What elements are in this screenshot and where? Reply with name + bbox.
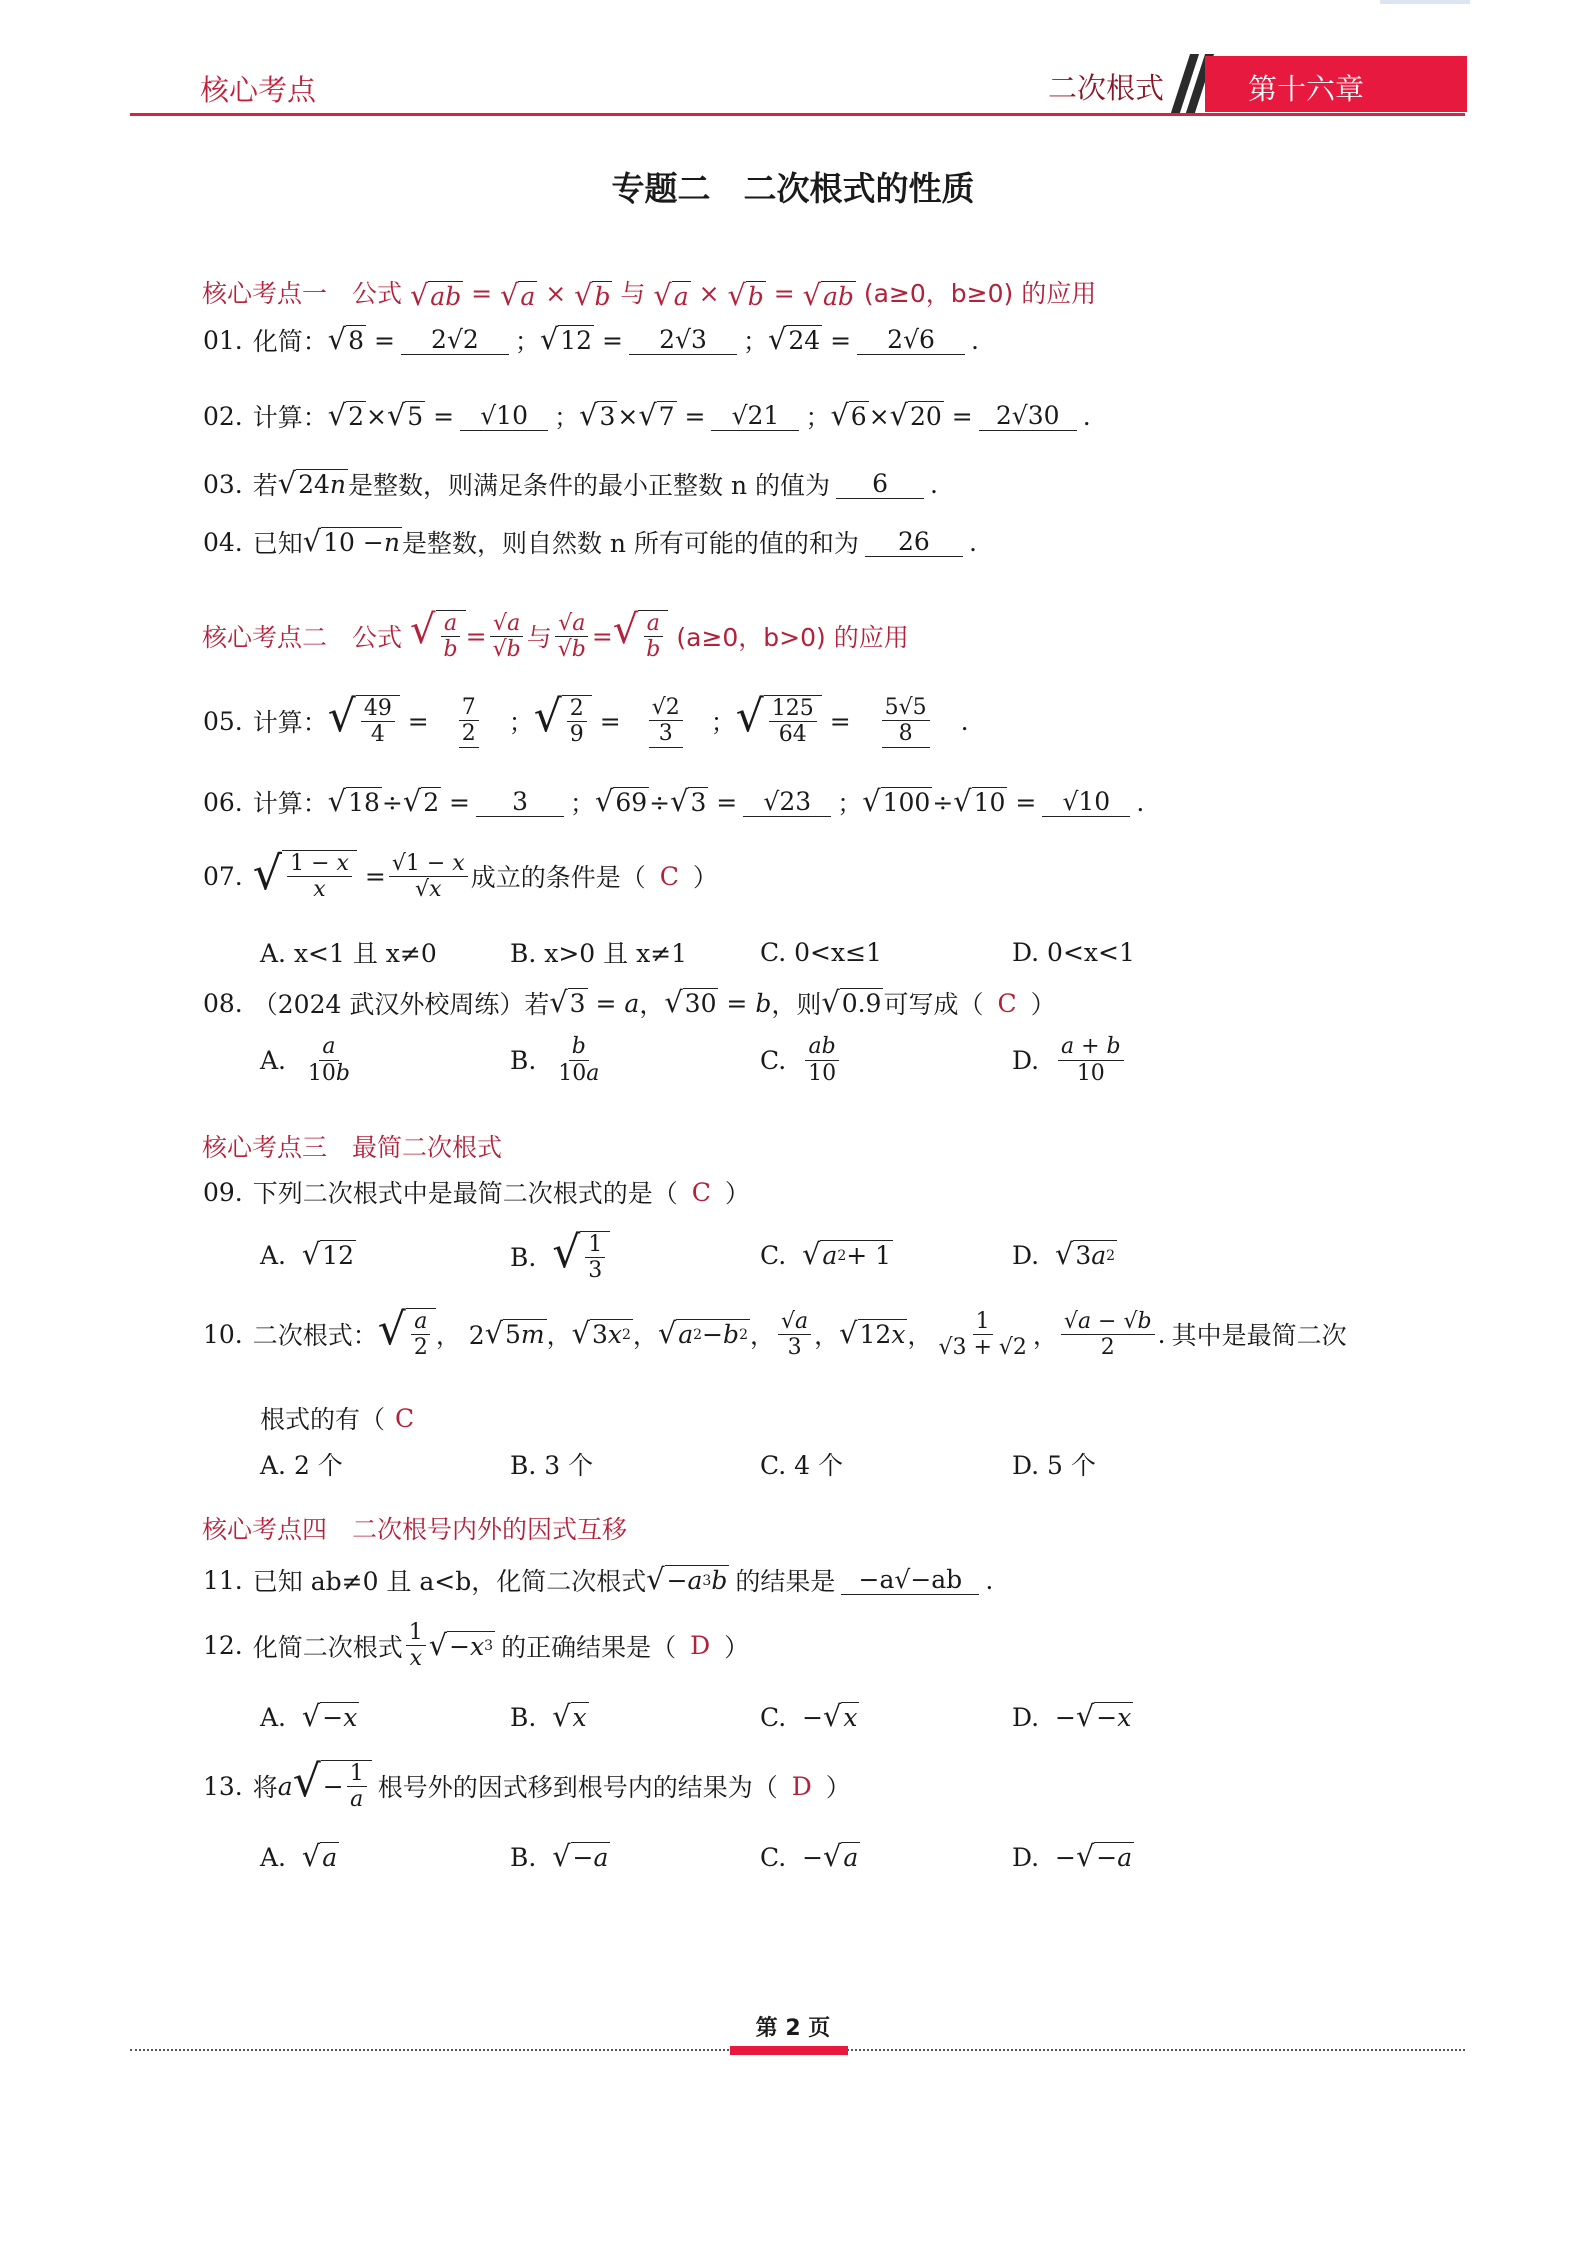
question-03: 03. 若 √ 24 n 是整数，则满足条件的最小正整数 n 的值为 6 . <box>203 466 938 500</box>
question-bracket: ） <box>825 1773 851 1803</box>
question-text: 其中是最简二次 <box>1171 1321 1347 1351</box>
answer-blank: 2√3 <box>629 325 737 355</box>
answer-blank: 2√2 <box>401 325 509 355</box>
question-06: 06. 计算： √ 18 ÷ √ 2 = 3 ； √ 69 ÷ √ 3 = √23 ； √ 100 ÷ √ 10 = √10 . <box>203 784 1145 818</box>
option-d: D. − √ − x <box>1012 1699 1132 1733</box>
option-a: A. x<1 且 x≠0 <box>260 939 437 968</box>
option-b: B. √ $\frac{1}{3}$ <box>510 1231 610 1284</box>
answer-blank: −a√−ab <box>841 1565 979 1595</box>
section-1-heading: 核心考点一 公式 √ ab = √ a × √ b 与 √ a × √ b = √ ab (a≥0，b≥0) 的应用 <box>202 277 1097 312</box>
option-c: C. − √ x <box>760 1699 858 1733</box>
question-number: 07. <box>203 861 243 891</box>
option-d: D. 0<x<1 <box>1012 937 1135 967</box>
question-text: 是整数，则满足条件的最小正整数 n 的值为 <box>348 471 831 500</box>
question-bracket: ） <box>692 863 718 893</box>
section-1-label: 核心考点一 公式 <box>202 279 403 308</box>
question-04: 04. 已知 √ 10 − n 是整数，则自然数 n 所有可能的值的和为 26 . <box>203 524 977 558</box>
question-10-options <box>260 1447 1360 1481</box>
option-b: B. x>0 且 x≠1 <box>510 939 688 968</box>
section-2-condition: (a≥0，b>0) 的应用 <box>676 623 909 653</box>
option-a: A. √ 12 <box>260 1237 355 1271</box>
question-10-line-2 <box>260 1400 424 1436</box>
question-number: 08. <box>203 988 243 1018</box>
question-number: 06. <box>203 787 243 817</box>
answer-choice: D <box>791 1771 812 1801</box>
option-b: B. 3 个 <box>510 1451 594 1480</box>
question-10: 10. 二次根式： √ $\frac{a}{2}$ ， 2 √ 5 m ， √ 3 x 2 ， √ a 2 − b 2 ， $\frac{√a}{3}$ ， √ 12 x ， $\frac{1}{√3 + √2}$ ， $\frac{√a - √b}{2}$ . 其中是最简二次 <box>203 1304 1347 1361</box>
option-a: A. √ a <box>260 1839 338 1873</box>
section-2-label: 核心考点二 公式 <box>202 623 403 653</box>
answer-blank: 26 <box>865 527 963 557</box>
question-text: 若 <box>252 471 278 500</box>
answer-choice: D <box>690 1631 711 1661</box>
question-08: 08. （2024 武汉外校周练）若 √ 3 = a ， √ 30 = b ，则 √ 0.9 可写成（ C ） <box>203 985 1056 1019</box>
question-text: 是整数，则自然数 n 所有可能的值的和为 <box>401 529 859 558</box>
question-12-options <box>260 1700 1360 1734</box>
section-3-heading: 核心考点三 最简二次根式 <box>202 1133 503 1162</box>
answer-blank: √10 <box>460 401 548 431</box>
option-b: B. $\frac{b}{10a}$ <box>510 1034 600 1086</box>
question-13-options <box>260 1840 1360 1874</box>
option-b: B. √ − a <box>510 1839 609 1873</box>
question-text: 已知 ab≠0 且 a<b，化简二次根式 <box>252 1567 647 1596</box>
answer-blank: √21 <box>711 401 799 431</box>
question-08-options <box>260 1030 1360 1090</box>
question-09-options <box>260 1222 1360 1292</box>
question-number: 09. <box>203 1177 243 1207</box>
answer-choice: C <box>691 1177 711 1207</box>
scan-mark <box>1380 0 1470 4</box>
question-number: 02. <box>203 401 243 431</box>
answer-blank: 3 <box>476 787 564 817</box>
option-b: B. √ x <box>510 1699 587 1733</box>
question-05: 05. 计算： √ $\frac{49}{4}$ = $\frac{7}{2}$ ； √ $\frac{2}{9}$ = $\frac{√2}{3}$ ； √ $\frac{125}{64}$ = $\frac{5√5}{8}$ . <box>203 691 969 748</box>
option-d: D. − √ − a <box>1012 1839 1133 1873</box>
question-number: 01. <box>203 325 243 355</box>
question-text: 下列二次根式中是最简二次根式的是（ <box>252 1179 678 1208</box>
answer-choice: C <box>997 988 1017 1018</box>
option-a: A. √ − x <box>260 1699 358 1733</box>
question-bracket: ） <box>724 1632 750 1662</box>
option-d: D. 5 个 <box>1012 1451 1096 1480</box>
question-text: 成立的条件是（ <box>470 863 646 893</box>
question-text: 可写成（ <box>883 990 984 1019</box>
question-text: 已知 <box>252 529 303 558</box>
question-07: 07. √ $\frac{1 - x}{x}$ = $\frac{√1 - x}{√x}$ 成立的条件是（ C ） <box>203 846 718 903</box>
page-title: 专题二 二次根式的性质 <box>611 169 975 208</box>
option-c: C. 4 个 <box>760 1451 843 1480</box>
question-text: 的结果是 <box>735 1567 836 1596</box>
question-label: 计算： <box>252 403 328 432</box>
footer-accent-bar <box>730 2046 848 2055</box>
question-number: 12. <box>203 1631 243 1661</box>
option-c: C. $\frac{ab}{10}$ <box>760 1034 842 1086</box>
header-chapter-topic: 二次根式 <box>1048 71 1165 105</box>
section-1-condition: (a≥0，b≥0) 的应用 <box>863 279 1097 308</box>
question-number: 04. <box>203 527 243 557</box>
answer-blank: 2√6 <box>857 325 965 355</box>
question-number: 11. <box>203 1565 243 1595</box>
answer-blank: 2√30 <box>979 401 1077 431</box>
header-rule <box>130 113 1465 116</box>
question-number: 05. <box>203 706 243 736</box>
question-text: 的正确结果是（ <box>501 1632 677 1662</box>
question-label: 二次根式： <box>252 1321 378 1351</box>
question-label: 计算： <box>252 708 328 738</box>
option-c: C. √ a 2 + 1 <box>760 1237 892 1271</box>
option-c: C. 0<x≤1 <box>760 937 882 967</box>
question-number: 13. <box>203 1771 243 1801</box>
question-text: （2024 武汉外校周练）若 <box>252 990 550 1019</box>
question-text: 化简二次根式 <box>252 1632 403 1662</box>
question-11: 11. 已知 ab≠0 且 a<b，化简二次根式 √ − a 3 b 的结果是 −a√−ab . <box>203 1562 994 1596</box>
answer-choice: C <box>395 1403 415 1433</box>
option-c: C. − √ a <box>760 1839 859 1873</box>
answer-blank: 6 <box>836 469 924 499</box>
question-label: 计算： <box>252 789 328 818</box>
question-07-options <box>260 935 1360 969</box>
header-chapter-number: 第十六章 <box>1248 72 1365 106</box>
question-12: 12. 化简二次根式 $\frac{1}{x}$ √ − x 3 的正确结果是（ D ） <box>203 1620 750 1672</box>
question-label: 化简： <box>252 327 328 356</box>
question-bracket: ） <box>1030 990 1056 1019</box>
answer-blank: √23 <box>743 787 831 817</box>
option-d: D. √ 3 a 2 <box>1012 1237 1116 1271</box>
page-number: 第 2 页 <box>755 2016 831 2041</box>
option-a: A. $\frac{a}{10b}$ <box>260 1034 350 1086</box>
question-13: 13. 将 a √ − $\frac{1}{a}$ 根号外的因式移到根号内的结果为（ D ） <box>203 1756 851 1813</box>
question-bracket: ） <box>724 1179 750 1208</box>
question-09 <box>203 1174 750 1210</box>
header-left-label: 核心考点 <box>200 73 317 107</box>
section-4-heading: 核心考点四 二次根号内外的因式互移 <box>202 1515 628 1544</box>
answer-choice: C <box>659 861 679 891</box>
question-text: 将 <box>252 1773 278 1803</box>
option-d: D. $\frac{a + b}{10}$ <box>1012 1034 1127 1086</box>
question-01: 01. 化简： √ 8 = 2√2 ； √ 12 = 2√3 ； √ 24 = 2√6 . <box>203 322 979 356</box>
question-text: 根号外的因式移到根号内的结果为（ <box>377 1773 778 1803</box>
option-a: A. 2 个 <box>260 1451 343 1480</box>
question-number: 03. <box>203 469 243 499</box>
question-number: 10. <box>203 1319 243 1349</box>
section-2-heading: 核心考点二 公式 √ $\frac{a}{b}$ = $\frac{√a}{√b}$ 与 $\frac{√a}{√b}$ = √ $\frac{a}{b}$ (a≥0，b>0) 的应用 <box>202 607 909 663</box>
answer-blank: √10 <box>1042 787 1130 817</box>
question-02: 02. 计算： √ 2 × √ 5 = √10 ； √ 3 × √ 7 = √21 ； √ 6 × √ 20 = 2√30 . <box>203 398 1091 432</box>
question-text: 根式的有（ <box>260 1405 386 1434</box>
